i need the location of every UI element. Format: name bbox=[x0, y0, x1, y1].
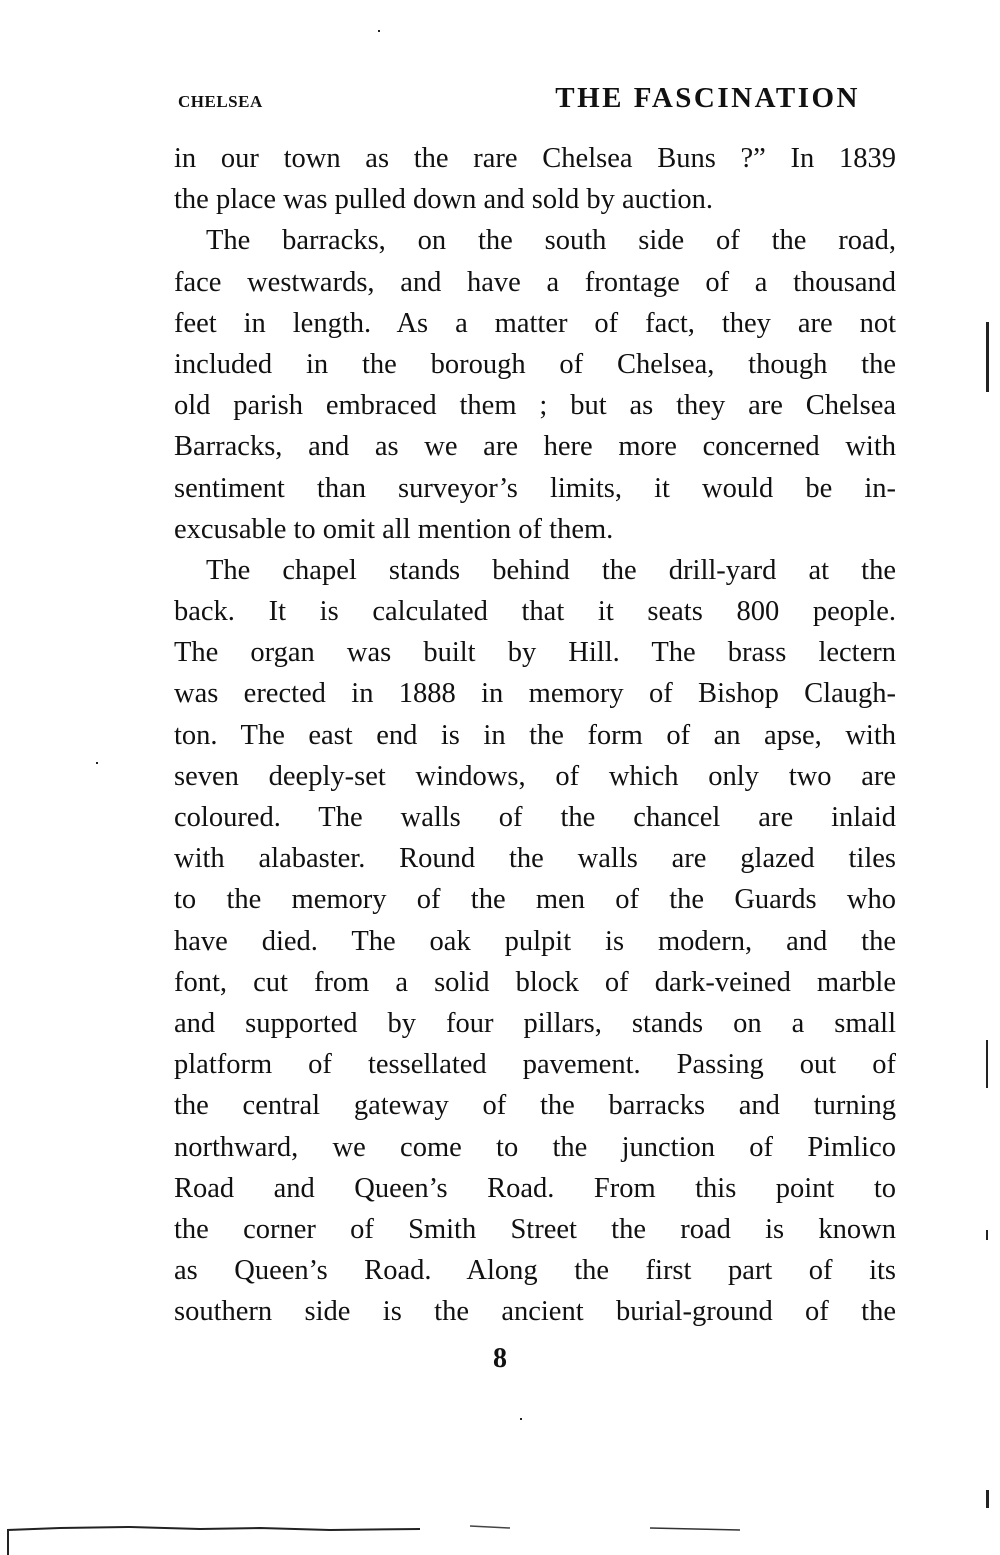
text-line: Barracks, and as we are here more concerned with bbox=[174, 431, 896, 463]
text-line: and supported by four pillars, stands on a small bbox=[174, 1007, 896, 1039]
text-line: the central gateway of the barracks and turning bbox=[174, 1090, 896, 1122]
scan-mark bbox=[986, 322, 989, 392]
text-line: old parish embraced them ; but as they are Chelsea bbox=[174, 390, 896, 422]
text-line: northward, we come to the junction of Pimlico bbox=[174, 1131, 896, 1163]
text-line: southern side is the ancient burial-ground of the bbox=[174, 1296, 896, 1328]
scan-mark bbox=[986, 1490, 989, 1508]
running-head-title: THE FASCINATION bbox=[555, 82, 860, 114]
text-line: as Queen’s Road. Along the first part of its bbox=[174, 1255, 896, 1287]
page-number: 8 bbox=[493, 1343, 507, 1374]
scan-mark bbox=[378, 30, 380, 32]
text-line: the corner of Smith Street the road is known bbox=[174, 1213, 896, 1245]
scan-mark bbox=[520, 1418, 522, 1420]
text-line: in our town as the rare Chelsea Buns ?” In 1839 bbox=[174, 143, 896, 174]
text-line: sentiment than surveyor’s limits, it would be in- bbox=[174, 472, 896, 504]
text-line: with alabaster. Round the walls are glazed tiles bbox=[174, 843, 896, 875]
scan-mark bbox=[986, 1230, 988, 1240]
text-line: The chapel stands behind the drill-yard at the bbox=[206, 554, 896, 586]
text-line: excusable to omit all mention of them. bbox=[174, 513, 614, 545]
text-line: to the memory of the men of the Guards who bbox=[174, 884, 896, 916]
text-line: the place was pulled down and sold by auction. bbox=[174, 184, 713, 216]
text-line: seven deeply-set windows, of which only two are bbox=[174, 760, 896, 792]
running-head bbox=[178, 82, 860, 122]
text-line: coloured. The walls of the chancel are inlaid bbox=[174, 802, 896, 833]
text-line: platform of tessellated pavement. Passing out of bbox=[174, 1049, 896, 1081]
text-line: back. It is calculated that it seats 800 people. bbox=[174, 596, 896, 628]
scan-mark bbox=[986, 1040, 988, 1088]
text-line: The organ was built by Hill. The brass lectern bbox=[174, 637, 896, 669]
text-line: font, cut from a solid block of dark-veined marble bbox=[174, 966, 896, 998]
text-line: have died. The oak pulpit is modern, and the bbox=[174, 925, 896, 957]
body-text bbox=[174, 138, 896, 1332]
text-line: face westwards, and have a frontage of a thousand bbox=[174, 266, 896, 298]
scan-mark bbox=[96, 762, 98, 764]
page-edge-rule bbox=[0, 1520, 1000, 1555]
running-head-section: CHELSEA bbox=[178, 92, 263, 111]
text-line: The barracks, on the south side of the road, bbox=[206, 225, 896, 257]
text-line: was erected in 1888 in memory of Bishop Claugh- bbox=[174, 678, 896, 710]
text-line: feet in length. As a matter of fact, they are not bbox=[174, 307, 896, 339]
text-line: ton. The east end is in the form of an apse, with bbox=[174, 719, 896, 751]
text-line: Road and Queen’s Road. From this point to bbox=[174, 1172, 896, 1204]
text-line: included in the borough of Chelsea, though the bbox=[174, 348, 896, 380]
